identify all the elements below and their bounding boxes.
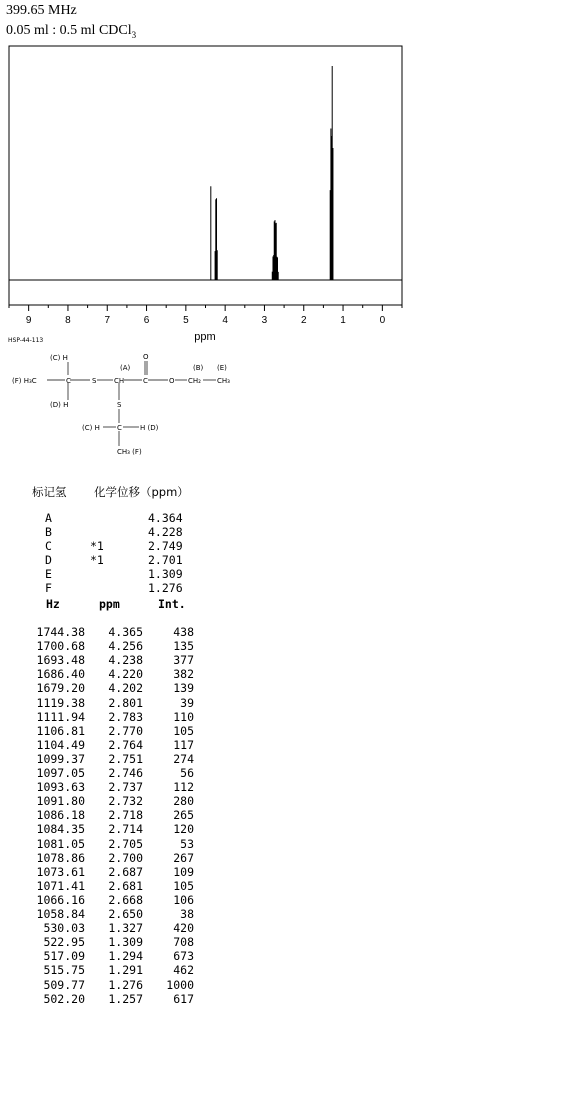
peak-hz: 1099.37 <box>36 751 85 766</box>
label-f-methyl: (F) H₃C <box>12 377 37 385</box>
peak-intensity: 109 <box>173 864 194 879</box>
peak-intensity: 105 <box>173 878 194 893</box>
peak-intensity: 673 <box>173 949 194 964</box>
peak-ppm: 2.681 <box>108 878 143 893</box>
assignment-ppm: 1.276 <box>148 581 183 595</box>
assignment-label: E <box>45 567 52 581</box>
peak-hz: 1744.38 <box>36 625 85 639</box>
peak-hz: 1111.94 <box>36 709 85 724</box>
peak-hz: 509.77 <box>43 977 85 992</box>
peak-ppm: 4.365 <box>108 625 143 639</box>
peak-intensity: 139 <box>173 681 194 696</box>
peak-ppm: 4.238 <box>108 653 143 668</box>
label-quaternary-c: C <box>66 377 71 385</box>
peak-ppm: 2.746 <box>108 766 143 780</box>
peak-hz: 1093.63 <box>36 780 85 795</box>
peak-ppm: 2.650 <box>108 907 143 921</box>
assignment-note: *1 <box>90 539 104 553</box>
peak-intensity: 38 <box>180 907 194 921</box>
label-lower-c: C <box>117 424 122 432</box>
peak-intensity: 382 <box>173 667 194 682</box>
x-axis-ticks <box>9 305 402 311</box>
label-h-d: H (D) <box>140 424 159 432</box>
assignment-ppm: 2.749 <box>148 539 183 553</box>
peak-intensity: 1000 <box>166 977 194 992</box>
label-ch3-f: CH₃ (F) <box>117 448 142 456</box>
x-tick-label: 9 <box>25 315 32 326</box>
label-a: (A) <box>120 364 131 372</box>
peak-ppm: 2.764 <box>108 737 143 752</box>
peak-intensity: 120 <box>173 822 194 837</box>
x-tick-label: 5 <box>183 315 189 326</box>
peak-hz: 1086.18 <box>36 808 85 823</box>
peak-intensity: 617 <box>173 991 194 1006</box>
x-axis-tick-labels <box>26 315 386 326</box>
assignment-label: A <box>45 511 52 525</box>
label-d-bottom: (D) H <box>50 401 69 409</box>
peak-ppm: 2.783 <box>108 709 143 724</box>
peak-intensity: 462 <box>173 963 194 978</box>
peak-intensity: 708 <box>173 935 194 950</box>
x-axis-label: ppm <box>194 331 216 343</box>
peak-ppm: 1.276 <box>108 977 143 992</box>
spectrum-lines <box>211 66 333 280</box>
assignment-ppm: 4.228 <box>148 525 183 539</box>
label-ch: CH <box>114 377 125 385</box>
peak-hz: 502.20 <box>43 991 85 1006</box>
assignment-label: B <box>45 525 52 539</box>
peak-hz: 1119.38 <box>36 695 85 710</box>
assignment-note: *1 <box>90 553 104 567</box>
x-tick-label: 8 <box>65 315 71 326</box>
peak-hz: 530.03 <box>43 921 85 936</box>
peak-ppm: 4.220 <box>108 667 143 682</box>
peak-intensity: 56 <box>180 766 194 780</box>
nmr-spectrum-chart <box>0 40 570 350</box>
peak-hz: 1078.86 <box>36 850 85 865</box>
label-b: (B) <box>193 364 204 372</box>
sample-prefix: 0.05 ml : 0.5 ml CDCl <box>6 23 132 38</box>
label-c-lower: (C) H <box>82 424 100 432</box>
peak-hz: 1073.61 <box>36 864 85 879</box>
peak-ppm: 2.718 <box>108 808 143 823</box>
peak-intensity: 267 <box>173 850 194 865</box>
peak-hz: 1693.48 <box>36 653 85 668</box>
peak-hz: 522.95 <box>43 935 85 950</box>
peak-ppm: 1.294 <box>108 949 143 964</box>
peak-hz: 1700.68 <box>36 639 85 654</box>
label-sulfur-1: S <box>92 377 97 385</box>
label-carbonyl-o: O <box>143 353 149 361</box>
peak-header-ppm: ppm <box>99 597 120 611</box>
peak-ppm: 2.732 <box>108 794 143 809</box>
peak-hz: 1066.16 <box>36 892 85 907</box>
label-ch2: CH₂ <box>188 377 201 385</box>
peak-ppm: 1.291 <box>108 963 143 978</box>
spectrometer-frequency: 399.65 MHz <box>6 3 77 18</box>
assignment-ppm: 4.364 <box>148 511 183 525</box>
assignment-header <box>32 484 189 500</box>
x-tick-label: 7 <box>104 315 111 326</box>
label-c-top: (C) H <box>50 354 68 362</box>
peak-hz: 1097.05 <box>36 766 85 780</box>
peak-intensity: 274 <box>173 751 194 766</box>
peak-ppm: 2.687 <box>108 864 143 879</box>
peak-hz: 1071.41 <box>36 878 85 893</box>
label-ch3: CH₃ <box>217 377 230 385</box>
peak-ppm: 2.700 <box>108 850 143 865</box>
x-tick-label: 6 <box>143 315 150 326</box>
peak-ppm: 2.737 <box>108 780 143 795</box>
peak-ppm: 2.705 <box>108 836 143 851</box>
plot-frame <box>9 46 402 305</box>
assignment-ppm: 1.309 <box>148 567 183 581</box>
assignment-label-header: 标记氢 <box>32 485 67 499</box>
structure-code: HSP-44-113 <box>8 337 44 344</box>
peak-intensity: 112 <box>173 780 194 795</box>
peak-header-int: Int. <box>158 597 186 611</box>
peak-intensity: 438 <box>173 625 194 639</box>
peak-ppm: 1.327 <box>108 921 143 936</box>
x-tick-label: 1 <box>340 315 346 326</box>
peak-intensity: 53 <box>180 836 194 851</box>
sample-subscript: 3 <box>131 29 137 40</box>
peak-intensity: 135 <box>173 639 194 654</box>
peak-intensity: 420 <box>173 921 194 936</box>
peak-intensity: 110 <box>173 709 194 724</box>
peak-hz: 1084.35 <box>36 822 85 837</box>
label-sulfur-2: S <box>117 401 122 409</box>
label-ester-o: O <box>169 377 175 385</box>
peak-hz: 1058.84 <box>36 907 85 921</box>
peak-ppm: 2.714 <box>108 822 143 837</box>
label-e: (E) <box>217 364 227 372</box>
peak-ppm: 4.256 <box>108 639 143 654</box>
peak-ppm: 1.257 <box>108 991 143 1006</box>
peak-intensity: 280 <box>173 794 194 809</box>
x-tick-label: 4 <box>222 315 228 326</box>
peak-intensity: 105 <box>173 723 194 738</box>
assignment-ppm: 2.701 <box>148 553 183 567</box>
peak-hz: 1091.80 <box>36 794 85 809</box>
molecular-structure <box>0 330 300 460</box>
peak-ppm: 2.801 <box>108 695 143 710</box>
assignment-label: D <box>45 553 52 567</box>
x-tick-label: 0 <box>379 315 386 326</box>
peak-header-hz: Hz <box>46 597 60 611</box>
peak-ppm: 4.202 <box>108 681 143 696</box>
peak-hz: 1686.40 <box>36 667 85 682</box>
peak-intensity: 39 <box>180 695 194 710</box>
structure-bonds <box>47 361 216 446</box>
peak-ppm: 2.770 <box>108 723 143 738</box>
peak-hz: 1106.81 <box>36 723 85 738</box>
label-carbonyl-c: C <box>143 377 148 385</box>
peak-ppm: 2.751 <box>108 751 143 766</box>
peak-hz: 515.75 <box>43 963 85 978</box>
peak-hz: 517.09 <box>43 949 85 964</box>
peak-hz: 1104.49 <box>36 737 85 752</box>
peak-intensity: 265 <box>173 808 194 823</box>
peak-intensity: 117 <box>173 737 194 752</box>
x-tick-label: 3 <box>261 315 268 326</box>
assignment-shift-header: 化学位移（ppm） <box>94 485 189 499</box>
peak-ppm: 2.668 <box>108 892 143 907</box>
peak-intensity: 377 <box>173 653 194 668</box>
assignment-label: F <box>45 581 52 595</box>
peak-ppm: 1.309 <box>108 935 143 950</box>
assignment-label: C <box>45 539 52 553</box>
peak-hz: 1679.20 <box>36 681 85 696</box>
peak-hz: 1081.05 <box>36 836 85 851</box>
peak-intensity: 106 <box>173 892 194 907</box>
x-tick-label: 2 <box>300 315 307 326</box>
